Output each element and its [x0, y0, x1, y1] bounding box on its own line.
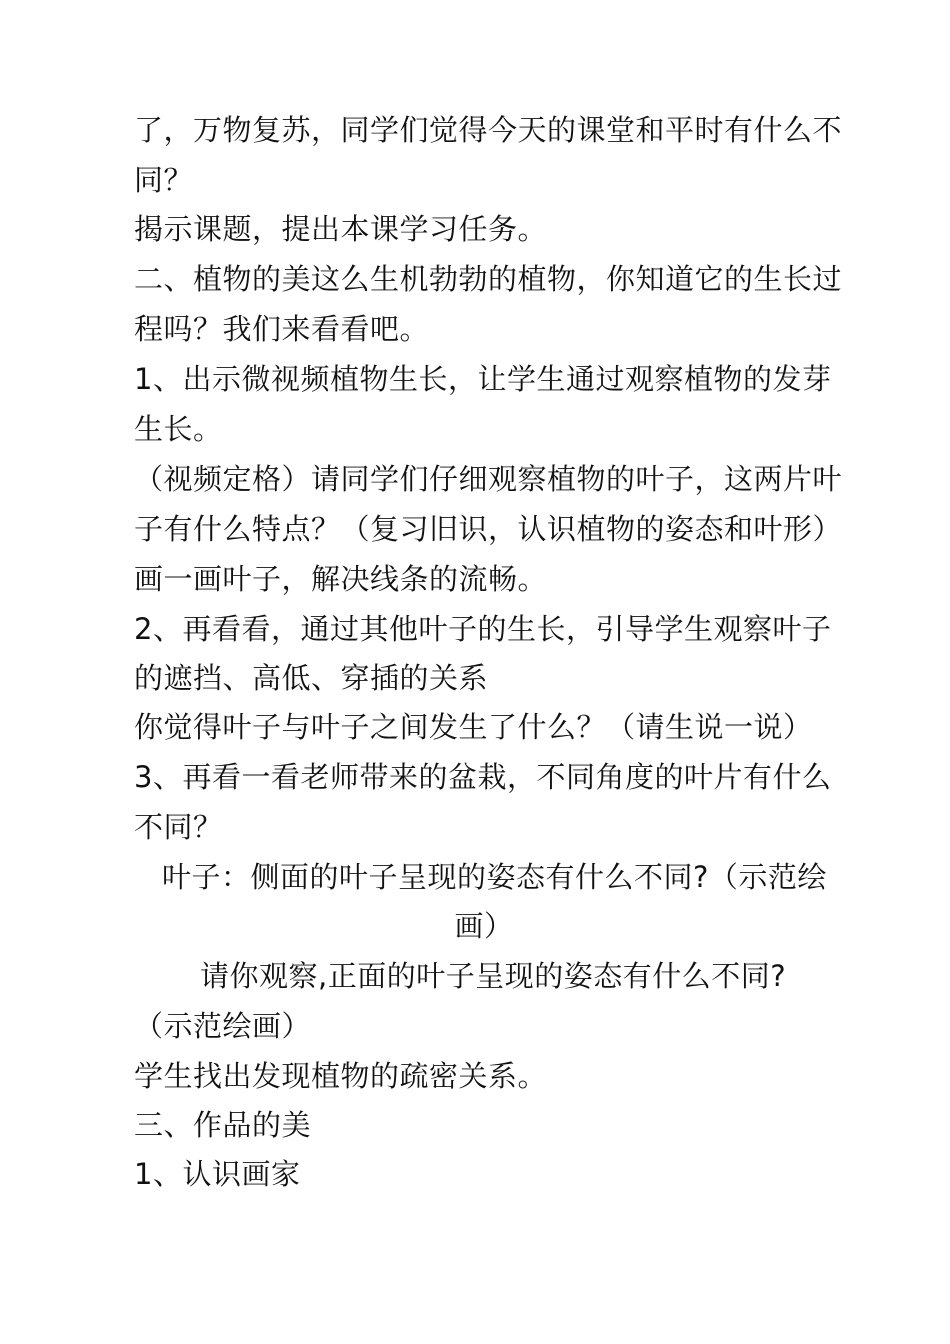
text-line: 同？ — [134, 163, 194, 197]
text-line: 不同？ — [134, 810, 223, 844]
text-line: 了，万物复苏，同学们觉得今天的课堂和平时有什么不 — [134, 113, 843, 147]
text-line: 生长。 — [134, 412, 223, 446]
text-line: 程吗？我们来看看吧。 — [134, 312, 430, 346]
text-line: 画一画叶子，解决线条的流畅。 — [134, 562, 548, 596]
text-line: 3、再看一看老师带来的盆栽，不同角度的叶片有什么 — [134, 760, 832, 794]
text-line: 子有什么特点？（复习旧识，认识植物的姿态和叶形） — [134, 512, 843, 546]
text-line: 2、再看看，通过其他叶子的生长，引导学生观察叶子 — [134, 612, 832, 646]
text-line-centered: 画） — [454, 909, 514, 943]
text-line-indented: 叶子：侧面的叶子呈现的姿态有什么不同?（示范绘 — [162, 860, 827, 894]
text-line: （视频定格）请同学们仔细观察植物的叶子，这两片叶 — [134, 462, 843, 496]
text-line: 学生找出发现植物的疏密关系。 — [134, 1059, 548, 1093]
section-heading: 三、作品的美 — [134, 1108, 312, 1142]
text-line: 1、认识画家 — [134, 1157, 301, 1191]
section-heading: 二、植物的美这么生机勃勃的植物，你知道它的生长过 — [134, 262, 843, 296]
text-line: 的遮挡、高低、穿插的关系 — [134, 661, 489, 695]
text-line: 你觉得叶子与叶子之间发生了什么？（请生说一说） — [134, 710, 813, 744]
text-line: 揭示课题，提出本课学习任务。 — [134, 212, 548, 246]
text-line-indented: 请你观察,正面的叶子呈现的姿态有什么不同? — [200, 959, 787, 993]
text-line: 1、出示微视频植物生长，让学生通过观察植物的发芽 — [134, 362, 832, 396]
text-line: （示范绘画） — [134, 1009, 312, 1043]
